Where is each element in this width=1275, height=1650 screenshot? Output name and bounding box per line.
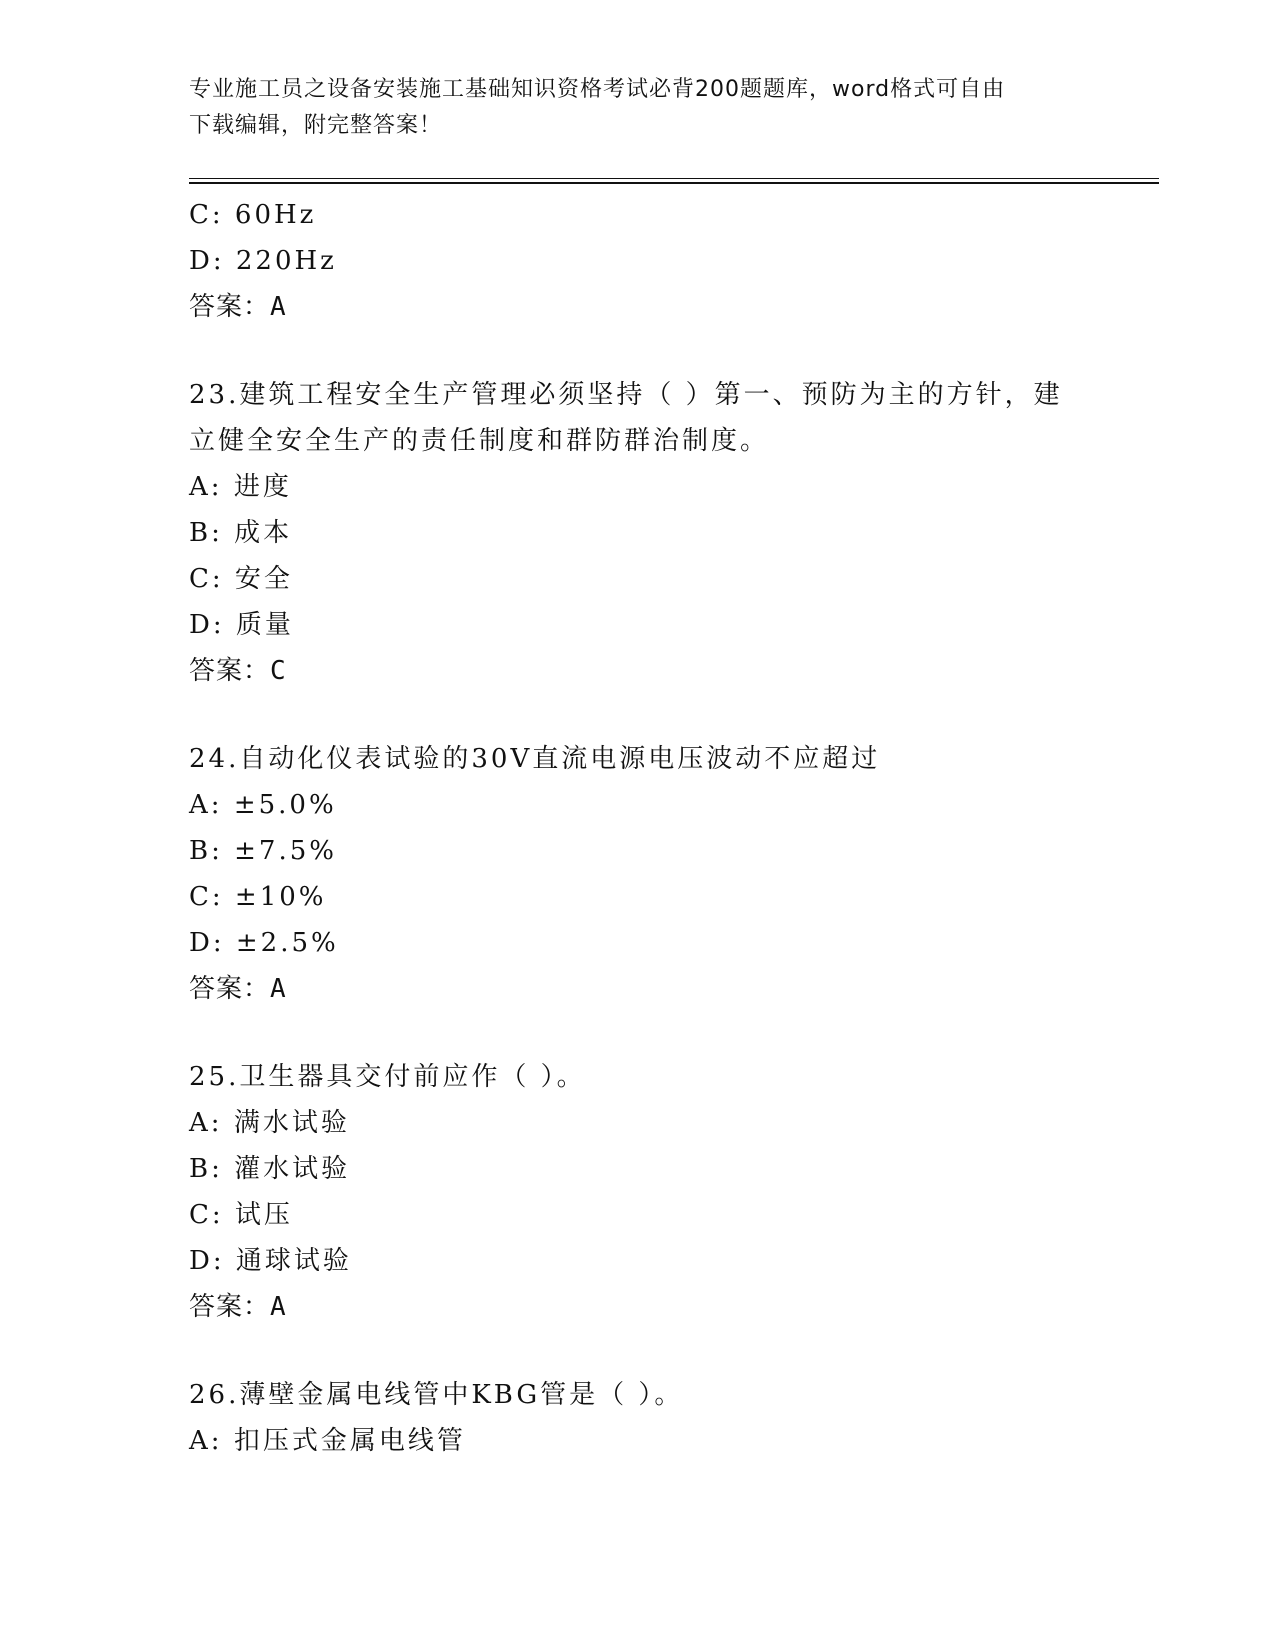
- option-c: [189, 192, 1089, 238]
- option-label: D:: [189, 610, 225, 640]
- answer-value: A: [270, 1292, 287, 1322]
- option-text: 满水试验: [233, 1108, 350, 1138]
- answer-line: [189, 284, 1089, 330]
- question-25: [189, 1054, 1089, 1330]
- option-label: C:: [189, 882, 224, 912]
- option-text: 成本: [234, 518, 293, 548]
- answer-value: A: [270, 292, 287, 322]
- question-24: [189, 736, 1089, 1012]
- option-text: 灌水试验: [234, 1154, 351, 1184]
- option-text: 通球试验: [235, 1246, 352, 1276]
- option-label: A:: [189, 1108, 223, 1138]
- option-a: [189, 464, 1089, 510]
- answer-line: [189, 966, 1089, 1012]
- option-text: ±5.0%: [233, 790, 337, 820]
- option-label: A:: [189, 790, 223, 820]
- option-d: [189, 920, 1089, 966]
- option-text: 60Hz: [234, 200, 317, 230]
- document-header: [189, 72, 1079, 144]
- header-line-1: 专业施工员之设备安装施工基础知识资格考试必背200题题库，word格式可自由: [189, 77, 1006, 102]
- header-rule-thin: [189, 178, 1159, 179]
- question-text: [189, 372, 1069, 418]
- option-label: B:: [189, 836, 223, 866]
- answer-label: 答案：: [189, 1292, 271, 1322]
- option-d: [189, 602, 1089, 648]
- option-b: [189, 510, 1089, 556]
- option-d: [189, 238, 1089, 284]
- answer-value: A: [270, 974, 287, 1004]
- answer-line: [189, 1284, 1089, 1330]
- question-number: 24.: [189, 744, 240, 774]
- option-label: D:: [189, 246, 225, 276]
- option-label: B:: [189, 1154, 223, 1184]
- option-label: A:: [189, 1426, 223, 1456]
- option-label: C:: [189, 564, 224, 594]
- answer-label: 答案：: [189, 292, 271, 322]
- question-23: [189, 372, 1089, 694]
- answer-line: [189, 648, 1089, 694]
- option-c: [189, 1192, 1089, 1238]
- option-text: 220Hz: [235, 246, 337, 276]
- question-text-line-1: 自动化仪表试验的30V直流电源电压波动不应超过: [239, 744, 881, 774]
- option-text: 扣压式金属电线管: [233, 1426, 466, 1456]
- option-label: D:: [189, 1246, 225, 1276]
- question-number: 26.: [189, 1380, 240, 1410]
- question-text: [189, 736, 1089, 782]
- option-text: 质量: [235, 610, 294, 640]
- option-text: ±2.5%: [235, 928, 339, 958]
- option-label: C:: [189, 1200, 224, 1230]
- question-26: [189, 1372, 1089, 1464]
- option-d: [189, 1238, 1089, 1284]
- option-a: [189, 782, 1089, 828]
- question-number: 25.: [189, 1062, 240, 1092]
- question-text-line-1: 薄壁金属电线管中KBG管是（ ）。: [239, 1380, 684, 1410]
- option-label: D:: [189, 928, 225, 958]
- document-body: [189, 192, 1089, 1464]
- answer-value: C: [270, 656, 287, 686]
- question-text: [189, 1372, 1089, 1418]
- option-text: 进度: [233, 472, 292, 502]
- question-number: 23.: [189, 380, 240, 410]
- answer-label: 答案：: [189, 656, 271, 686]
- option-label: C:: [189, 200, 224, 230]
- option-a: [189, 1418, 1089, 1464]
- answer-label: 答案：: [189, 974, 271, 1004]
- question-text-line-1: 建筑工程安全生产管理必须坚持（ ）第一、预防为主的方针，建: [239, 380, 1063, 410]
- option-c: [189, 874, 1089, 920]
- option-a: [189, 1100, 1089, 1146]
- option-c: [189, 556, 1089, 602]
- question-text-line-1: 卫生器具交付前应作（ ）。: [239, 1062, 586, 1092]
- question-text: [189, 1054, 1089, 1100]
- option-text: 安全: [234, 564, 293, 594]
- option-b: [189, 828, 1089, 874]
- option-text: ±7.5%: [234, 836, 337, 866]
- option-label: B:: [189, 518, 223, 548]
- header-line-2: 下载编辑，附完整答案！: [189, 113, 443, 138]
- prev-question-block: [189, 192, 1089, 330]
- header-rule-thick: [189, 182, 1159, 184]
- option-text: 试压: [234, 1200, 293, 1230]
- option-label: A:: [189, 472, 223, 502]
- option-text: ±10%: [234, 882, 327, 912]
- question-text-line-2: 立健全安全生产的责任制度和群防群治制度。: [189, 426, 770, 456]
- option-b: [189, 1146, 1089, 1192]
